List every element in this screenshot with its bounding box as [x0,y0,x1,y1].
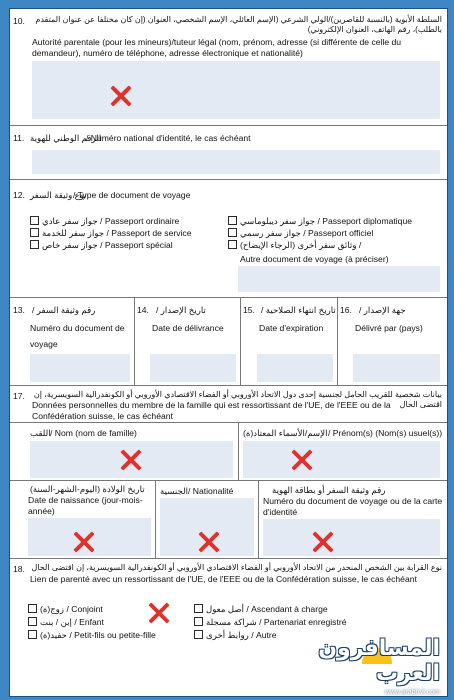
option-arabic: جواز سفر رسمي [240,228,301,238]
s17-nom-arabic: اللقب [30,428,51,438]
s12-arabic-label: نوع وثيقة السفر [30,190,87,200]
checkbox[interactable] [30,216,39,225]
option-french: / Autre [251,630,277,640]
option-french: / Passeport ordinaire [100,216,180,226]
s10-field[interactable] [32,61,440,119]
divider [10,480,447,481]
s17-doc-arabic: رقم وثيقة السفر أو بطاقة الهوية [272,485,386,495]
checkbox[interactable] [30,240,39,249]
option-french: / Passeport de service [106,228,192,238]
s17-naissance-arabic: تاريخ الولادة (اليوم-الشهر-السنة) [30,484,145,494]
s18-option-ascendant[interactable] [194,604,328,615]
option-arabic: جواز سفر عادي [42,216,98,226]
s10-arabic-label: السلطة الأبوية (بالنسبة للقاصرين)/الولي الشرعي (الإسم العائلي، الإسم الشخصي، العنوان (إن كان مختلفا عن عنوان المتقدم بالطلب)، رقم الهاتف، العنوان الإلكتروني) [35,15,442,34]
divider [238,422,239,480]
checkbox[interactable] [194,630,203,639]
s12-option-diplomatique[interactable] [228,216,412,227]
s18-option-petit-fils[interactable] [28,630,156,641]
s17-prenom-arabic: (الإسم/الأسماء المعتاد(ة [243,428,328,438]
s13-arabic-label: رقم وثيقة السفر / [32,305,96,315]
cross-mark-icon [198,531,220,553]
divider [240,298,241,385]
s18-french-label: Lien de parenté avec un ressortissant de l'UE, de l'EEE ou de la Confédération suisse, le cas échéant [30,574,417,584]
divider [134,298,135,385]
s12-option-officiel[interactable] [228,228,373,239]
s17-nat-arabic: الجنسية [160,486,189,496]
s17-nat-french: / Nationalité [188,486,234,496]
option-arabic: روابط أخرى [206,630,249,640]
s17-number: 17. [13,391,25,401]
s17-prenom-french: / Prénom(s) (Nom(s) usuel(s)) [328,428,443,438]
s11-french-label: / Numéro national d'identité, le cas échéant [86,133,251,143]
option-arabic: أصل معول [206,604,245,614]
option-french: / Petit-fils ou petite-fille [69,630,156,640]
section-12 [10,180,447,298]
watermark-url: www.arabtrvl.com [384,689,440,696]
s11-arabic-label: الرقم الوطني للهوية [30,133,102,143]
option-arabic: جواز سفر خاص [42,240,98,250]
s12-option-ordinaire[interactable] [30,216,179,227]
checkbox[interactable] [28,630,37,639]
s13-field[interactable] [30,354,130,382]
section-11 [10,126,447,180]
s10-number: 10. [13,16,25,26]
s13-number: 13. [13,305,25,315]
checkbox[interactable] [28,617,37,626]
checkbox[interactable] [228,228,237,237]
option-arabic: إبن / بنت [40,617,72,627]
option-french: / [358,240,362,250]
option-french: / Ascendant à charge [246,604,328,614]
s12-option-special[interactable] [30,240,173,251]
divider [155,480,156,558]
s11-number: 11. [13,133,25,143]
option-arabic: وثائق سفر أخرى (الرجاء الإيضاح) [240,240,357,250]
s15-field[interactable] [257,354,333,382]
s12-french-label: / Type de document de voyage [73,190,191,200]
s16-number: 16. [340,305,352,315]
s17-prenom-field[interactable] [243,441,440,478]
s15-french-label: Date d'expiration [259,323,324,333]
checkbox[interactable] [30,228,39,237]
option-french: / Passeport spécial [100,240,173,250]
s17-french-label: Données personnelles du membre de la famille qui est ressortissant de l'UE, de l'EEE ou de la Confédération suisse, le cas échéant [32,400,391,421]
option-arabic: جواز سفر للخدمة [42,228,105,238]
option-arabic: زوج(ة) [40,604,65,614]
s17-naissance-french: Date de naissance (jour-mois-année) [28,495,143,516]
s18-arabic-label: نوع القرابة بين الشخص المنحدر من الاتحاد الأوروبي أو الفضاء الاقتصادي الأوروبي أو الكونفدرالية السويسرية، إن اقتضى الحال [31,563,442,572]
s16-field[interactable] [353,354,440,382]
checkbox[interactable] [28,604,37,613]
s12-option-service[interactable] [30,228,192,239]
s12-other-label: Autre document de voyage (à préciser) [240,254,389,264]
s14-french-label: Date de délivrance [152,323,224,333]
s14-arabic-label: تاريخ الإصدار / [156,305,206,315]
checkbox[interactable] [228,216,237,225]
s16-french-label: Délivré par (pays) [355,323,423,333]
watermark-name: المسافرون العرب [318,636,440,686]
s17-arabic-label: بيانات شخصية للقريب الحامل لجنسية إحدى دول الاتحاد الأوروبي أو الفضاء الاقتصادي الأوروبي أو الكونفدرالية السويسرية، إن اقتضى الحال [33,390,442,409]
s15-arabic-label: تاريخ انتهاء الصلاحية / [261,305,336,315]
section-13-16 [10,298,447,386]
checkbox[interactable] [194,617,203,626]
option-french: / Passeport diplomatique [317,216,413,226]
s18-option-conjoint[interactable] [28,604,103,615]
s14-field[interactable] [150,354,236,382]
cross-mark-icon [73,531,95,553]
s16-arabic-label: جهة الإصدار / [359,305,406,315]
s18-option-autre[interactable] [194,630,277,641]
cross-mark-icon [291,449,313,471]
visa-form [9,8,448,697]
s15-number: 15. [243,305,255,315]
s13-french-label: Numéro du document de voyage [30,323,125,349]
s17-doc-french: Numéro du document de voyage ou de la carte d'identité [263,496,443,517]
s18-number: 18. [13,564,25,574]
option-arabic: حفيد(ة) [40,630,67,640]
s14-number: 14. [137,305,149,315]
option-french: / Conjoint [66,604,103,614]
s12-number: 12. [13,190,25,200]
option-french: / Passeport officiel [303,228,374,238]
checkbox[interactable] [228,240,237,249]
cross-mark-icon [110,85,132,107]
s12-option-autre[interactable] [228,240,361,251]
site-watermark-logo [318,636,448,696]
divider [10,422,447,423]
s17-nom-french: / Nom (nom de famille) [50,428,137,438]
s18-option-partenariat[interactable] [194,617,347,628]
s10-french-label: Autorité parentale (pour les mineurs)/tuteur légal (nom, prénom, adresse (si différente de celle du demandeur), numéro de téléphone, adresse électronique et nationalité) [32,37,402,58]
option-french: / Enfant [74,617,104,627]
cross-mark-icon [120,449,142,471]
option-french: / Partenariat enregistré [259,617,347,627]
section-10 [10,9,447,126]
cross-mark-icon [148,602,170,624]
s11-field[interactable] [32,150,440,174]
divider [258,480,259,558]
s12-other-field[interactable] [238,266,440,292]
divider [337,298,338,385]
s18-option-enfant[interactable] [28,617,104,628]
section-17 [10,386,447,559]
option-arabic: جواز سفر ديبلوماسي [240,216,316,226]
s17-doc-field[interactable] [263,519,440,556]
checkbox[interactable] [194,604,203,613]
cross-mark-icon [312,531,334,553]
option-arabic: شراكة مسجلة [206,617,257,627]
